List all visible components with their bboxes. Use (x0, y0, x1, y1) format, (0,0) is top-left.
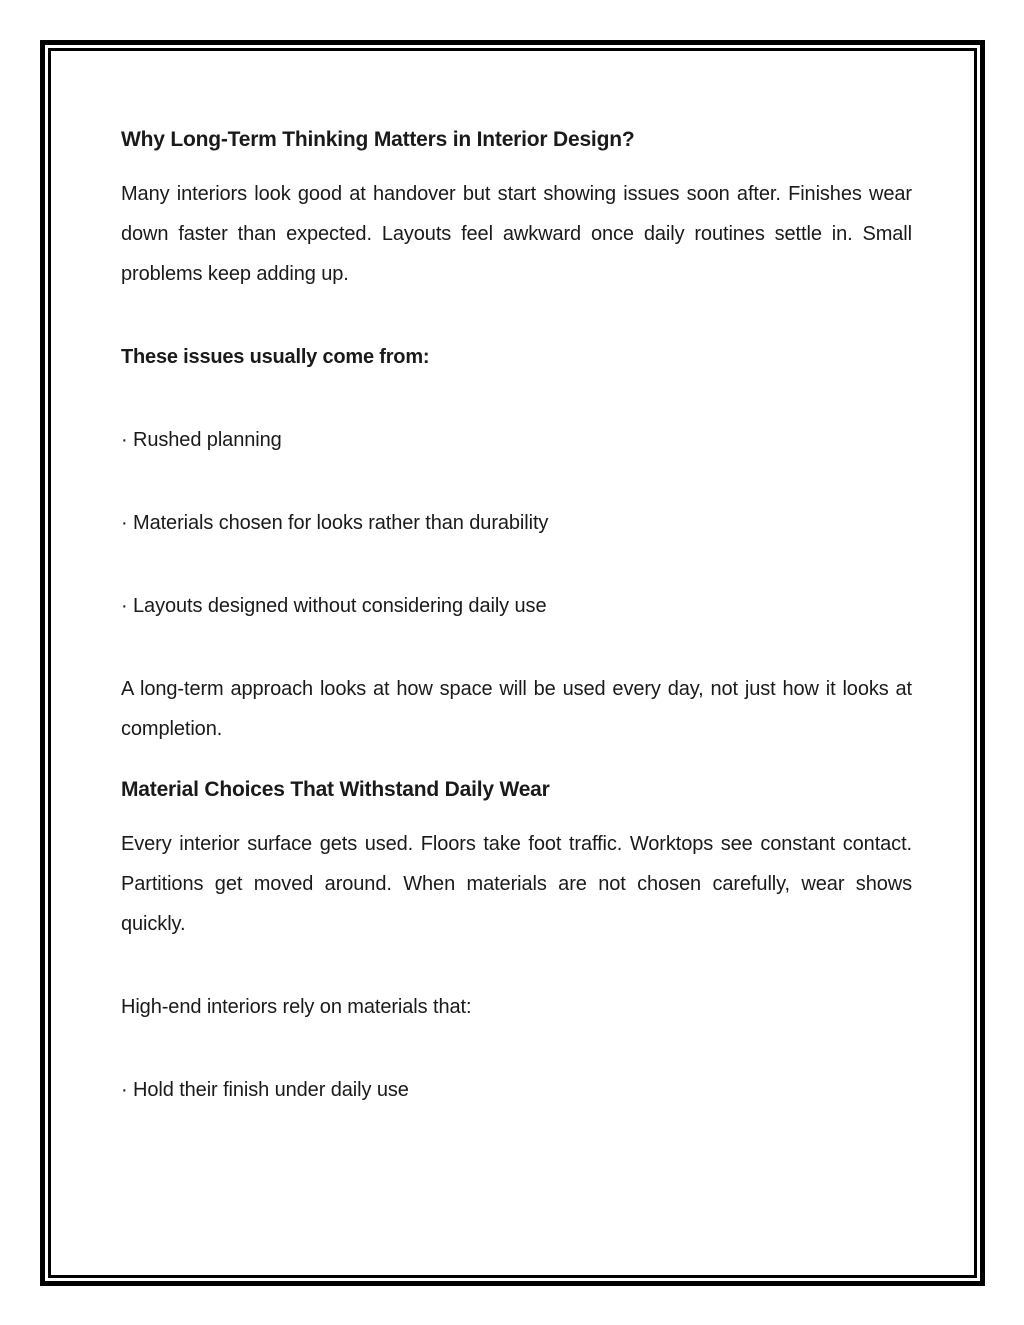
paragraph-surfaces: Every interior surface gets used. Floors take foot traffic. Worktops see constant contact. Partitions get moved around. When materials are not chosen carefully, wear shows quickly. (121, 833, 912, 935)
list-item-issue: · Layouts designed without considering daily use (121, 595, 547, 617)
paragraph-intro: Many interiors look good at handover but start showing issues soon after. Finishes wear down faster than expected. Layouts feel awkward once daily routines settle in. Small problems keep adding up. (121, 183, 912, 285)
paragraph-materials-intro: High-end interiors rely on materials that: (121, 996, 472, 1018)
issues-intro: These issues usually come from: (121, 346, 430, 368)
section-heading-materials: Material Choices That Withstand Daily Wear (121, 778, 550, 801)
list-item-material: · Hold their finish under daily use (121, 1079, 409, 1101)
list-item-issue: · Rushed planning (121, 429, 282, 451)
list-item-issue: · Materials chosen for looks rather than durability (121, 512, 549, 534)
paragraph-long-term-approach: A long-term approach looks at how space will be used every day, not just how it looks at completion. (121, 678, 912, 740)
section-heading-long-term: Why Long-Term Thinking Matters in Interior Design? (121, 128, 635, 151)
document-body (121, 126, 912, 1110)
